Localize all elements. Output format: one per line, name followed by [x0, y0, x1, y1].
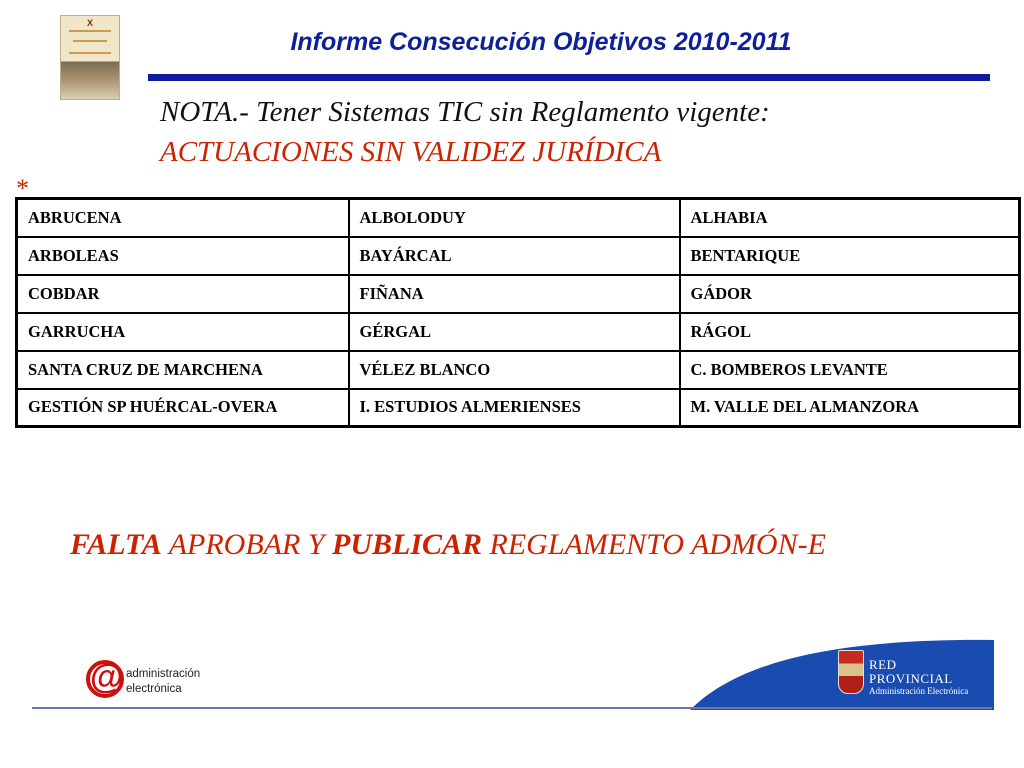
table-cell: C. BOMBEROS LEVANTE	[680, 351, 1020, 389]
red-provincial-line1: RED	[869, 657, 897, 672]
table-cell: GÁDOR	[680, 275, 1020, 313]
thumbnail-numeral: X	[86, 18, 93, 28]
municipalities-table	[15, 197, 1021, 428]
falta-text: APROBAR Y	[161, 528, 332, 561]
nota-warning: ACTUACIONES SIN VALIDEZ JURÍDICA	[160, 136, 662, 168]
table-row	[17, 275, 1020, 313]
at-sign-icon: @	[86, 660, 124, 698]
table-cell: SANTA CRUZ DE MARCHENA	[17, 351, 349, 389]
table-cell: VÉLEZ BLANCO	[349, 351, 680, 389]
publicar-emphasis: PUBLICAR	[332, 528, 483, 561]
logo-text-line1: administración	[126, 668, 201, 680]
logo-text-line2: electrónica	[126, 683, 182, 695]
falta-emphasis: FALTA	[70, 528, 162, 561]
table-cell: COBDAR	[17, 275, 349, 313]
table-cell: GARRUCHA	[17, 313, 349, 351]
reglamento-text: REGLAMENTO ADMÓN-E	[482, 528, 826, 561]
table-cell: ARBOLEAS	[17, 237, 349, 275]
table-cell: FIÑANA	[349, 275, 680, 313]
table-cell: ABRUCENA	[17, 199, 349, 237]
footer-divider	[32, 707, 992, 709]
provincial-crest-icon	[838, 650, 864, 694]
asterisk-marker: *	[16, 174, 29, 203]
table-cell: GÉRGAL	[349, 313, 680, 351]
table-row	[17, 313, 1020, 351]
table-cell: BAYÁRCAL	[349, 237, 680, 275]
nota-text: NOTA.- Tener Sistemas TIC sin Reglamento vigente:	[160, 96, 770, 128]
table-row	[17, 351, 1020, 389]
administracion-electronica-logo	[86, 660, 226, 706]
table-cell: GESTIÓN SP HUÉRCAL-OVERA	[17, 389, 349, 427]
red-provincial-subtitle: Administración Electrónica	[869, 686, 969, 696]
table-cell: ALHABIA	[680, 199, 1020, 237]
table-row	[17, 389, 1020, 427]
table-cell: M. VALLE DEL ALMANZORA	[680, 389, 1020, 427]
title-underline-bar	[148, 74, 990, 81]
table-cell: RÁGOL	[680, 313, 1020, 351]
slide-title: Informe Consecución Objetivos 2010-2011	[290, 28, 792, 56]
table-cell: ALBOLODUY	[349, 199, 680, 237]
red-provincial-line2: PROVINCIAL	[869, 671, 953, 686]
table-cell: I. ESTUDIOS ALMERIENSES	[349, 389, 680, 427]
table-row	[17, 237, 1020, 275]
table-cell: BENTARIQUE	[680, 237, 1020, 275]
table-row	[17, 199, 1020, 237]
falta-statement	[70, 528, 826, 562]
